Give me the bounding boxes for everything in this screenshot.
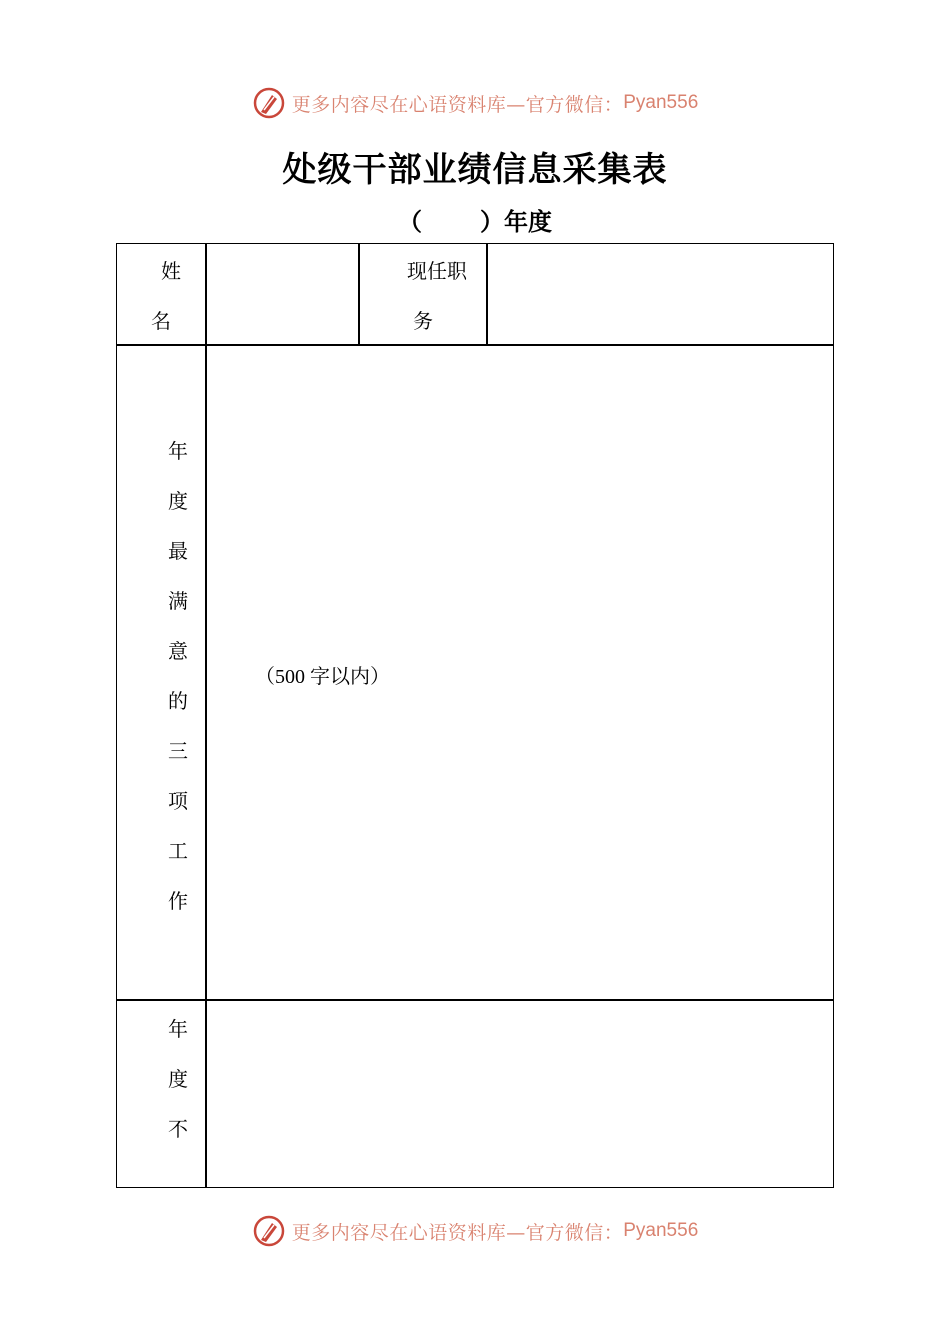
name-field[interactable]: [211, 246, 351, 342]
shortcomings-field[interactable]: [209, 1003, 829, 1183]
name-label-line2: 名: [151, 309, 171, 333]
year-line: [0, 202, 950, 237]
watermark-wechat-id: Pyan556: [623, 92, 699, 113]
name-label-line1: 姓: [161, 259, 181, 283]
info-table: [116, 243, 834, 1188]
watermark-text: 更多内容尽在心语资料库—官方微信：: [291, 93, 624, 116]
achievements-label: 年 度 最 满 意 的 三 项 工 作: [168, 439, 188, 913]
name-value-divider: [358, 244, 360, 344]
document-title: 处级干部业绩信息采集表: [282, 150, 668, 190]
position-field[interactable]: [493, 246, 827, 342]
position-label-line1: 现任职: [407, 259, 467, 283]
pen-nib-logo-icon: [252, 1214, 286, 1248]
watermark-wechat-id: Pyan556: [623, 1220, 699, 1241]
row-divider-2: [117, 999, 833, 1001]
position-label-line2: 务: [413, 309, 433, 333]
position-label-divider: [486, 244, 488, 344]
watermark-text: 更多内容尽在心语资料库—官方微信：: [291, 1221, 624, 1244]
word-limit-hint: （500 字以内）: [255, 666, 390, 688]
year-close-label: ）年度: [480, 207, 552, 236]
watermark-bottom: [0, 1209, 950, 1253]
row-divider-1: [117, 344, 833, 346]
pen-nib-logo-icon: [252, 86, 286, 120]
watermark-top: [0, 81, 950, 125]
year-open-paren: （: [398, 207, 422, 236]
label-column-divider: [205, 244, 207, 1187]
shortcomings-label: 年 度 不: [168, 1017, 188, 1141]
